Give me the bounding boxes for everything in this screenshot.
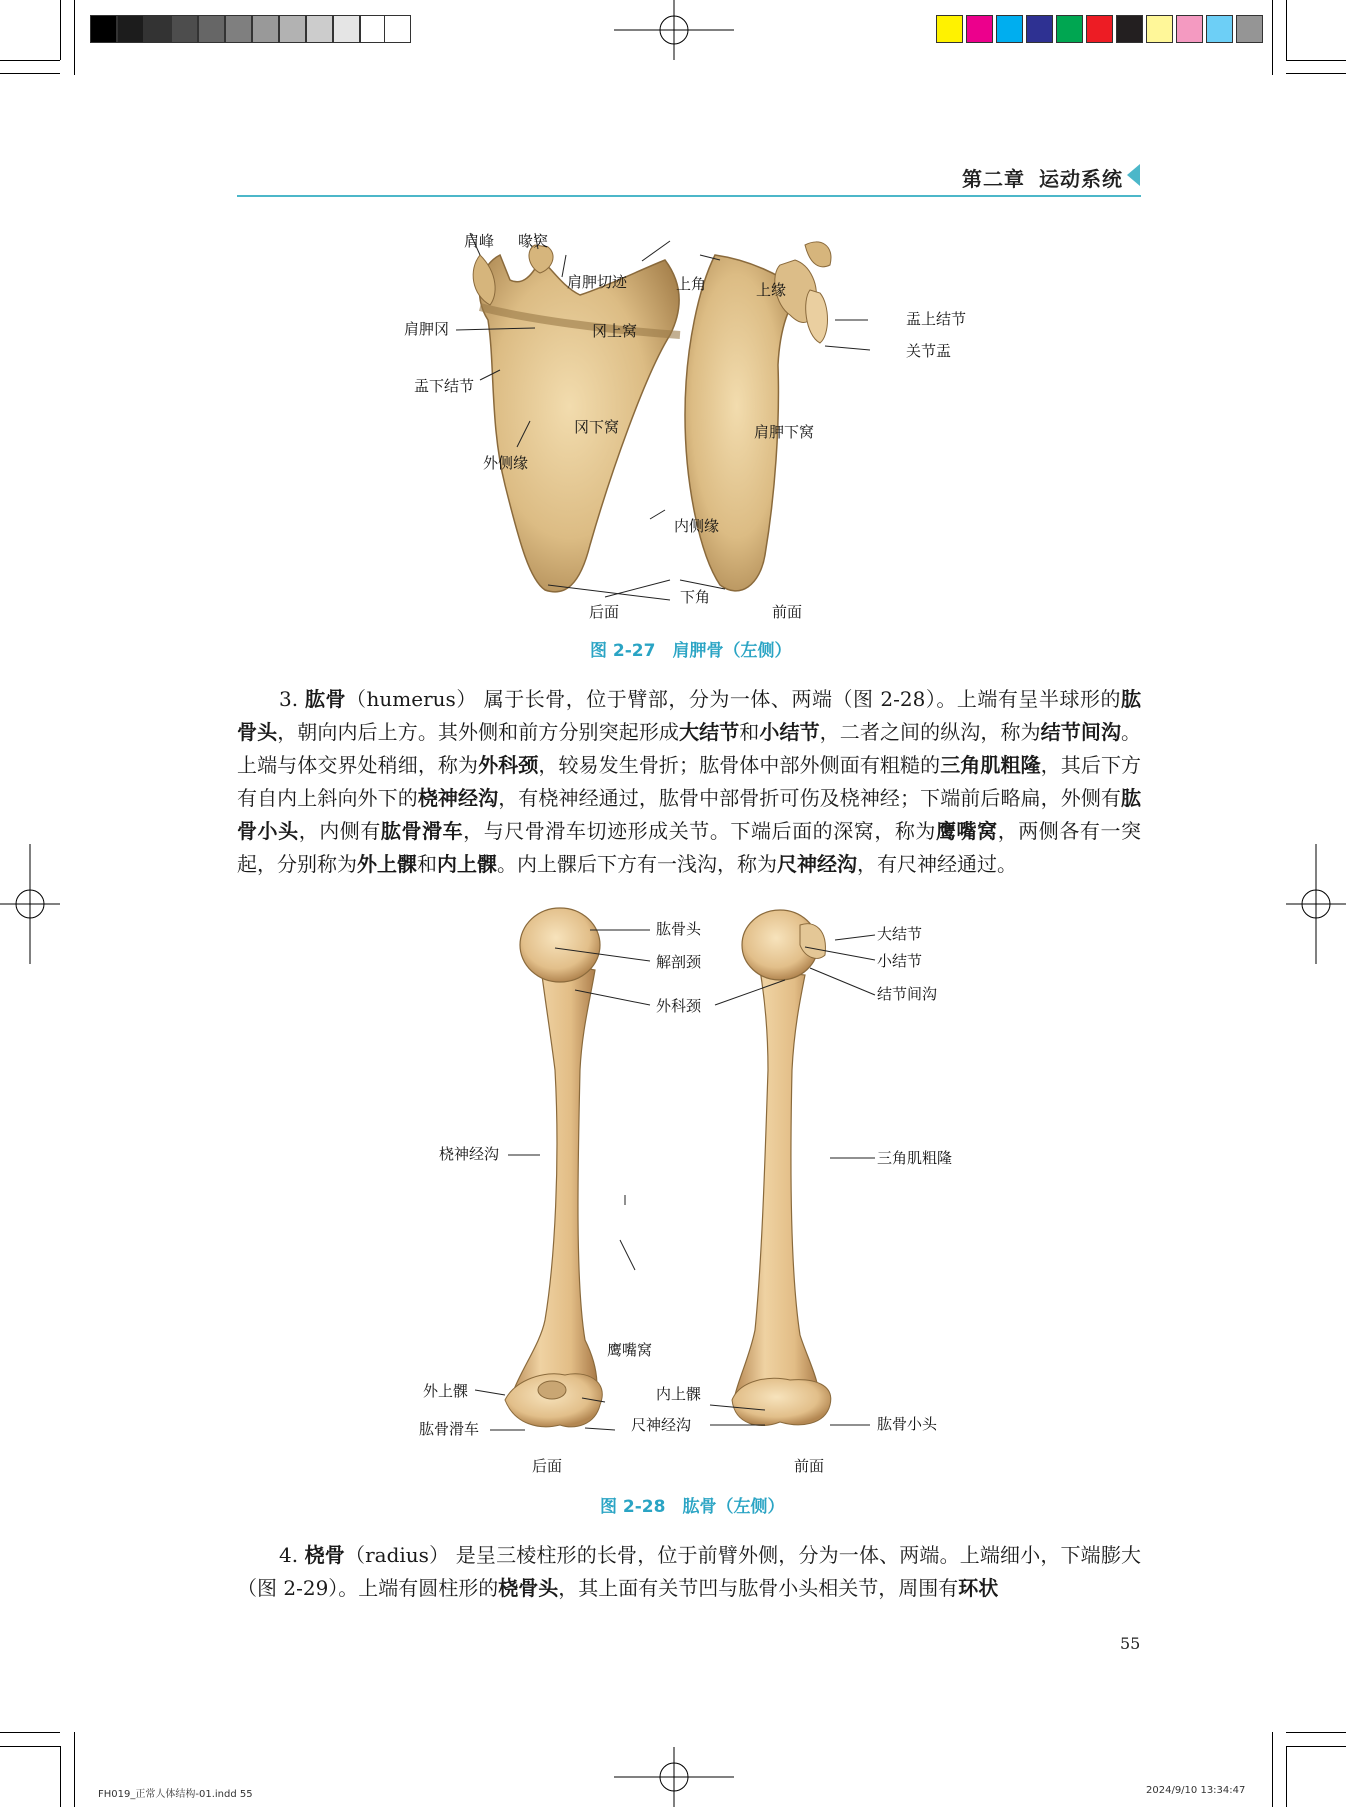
bold-term: 肱骨小头 (237, 786, 1142, 843)
paragraph-radius-text (237, 1539, 1141, 1605)
label-subscapular: 肩胛下窝 (754, 423, 815, 441)
text-run: ，二者之间的纵沟，称为 (819, 720, 1041, 744)
text-run: 。内上髁后下方有一浅沟，称为 (497, 852, 777, 876)
text-run: ，较易发生骨折；肱骨体中部外侧面有粗糙的 (538, 753, 941, 777)
bold-term: 三角肌粗隆 (940, 753, 1041, 777)
label-humerus-head: 肱骨头 (656, 920, 702, 938)
text-run: （humerus） 属于长骨，位于臂部，分为一体、两端（图 2-28）。上端有呈半球形的 (346, 687, 1122, 711)
label-medial-border: 内侧缘 (674, 517, 720, 535)
label-intertubercular-groove: 结节间沟 (877, 985, 938, 1003)
label-radial-groove: 桡神经沟 (439, 1145, 500, 1163)
bold-term: 环状 (958, 1576, 999, 1600)
label-humerus-anterior: 前面 (794, 1457, 825, 1475)
label-lesser-tubercle: 小结节 (877, 952, 923, 970)
bold-term: 结节间沟 (1040, 720, 1122, 744)
label-greater-tubercle: 大结节 (877, 925, 923, 943)
bold-term: 桡骨头 (498, 1576, 559, 1600)
bold-term: 外科颈 (478, 753, 539, 777)
figure-caption-2-27: 图 2-27 肩胛骨（左侧） (590, 641, 792, 661)
text-run: ，两侧各有一突起，分别称为 (237, 819, 1142, 876)
text-run: （radius） 是呈三棱柱形的长骨，位于前臂外侧，分为一体、两端。上端细小，下端膨大（图 2-29）。上端有圆柱形的 (237, 1543, 1142, 1600)
figure-caption-2-28: 图 2-28 肱骨（左侧） (600, 1497, 785, 1517)
text-run: 3. (279, 687, 305, 711)
label-superior-angle: 上角 (676, 275, 707, 293)
humerus-leader-lines (400, 900, 1000, 1460)
header-rule (237, 195, 1141, 197)
running-header (948, 163, 1123, 192)
label-humerus-posterior: 后面 (532, 1457, 563, 1475)
label-acromion: 肩峰 (464, 232, 495, 250)
text-run: ，有尺神经通过。 (857, 852, 1017, 876)
label-capitulum: 肱骨小头 (877, 1415, 938, 1433)
text-run: ，有桡神经通过，肱骨中部骨折可伤及桡神经；下端前后略扁，外侧有 (498, 786, 1122, 810)
label-superior-border: 上缘 (756, 281, 787, 299)
section-label: 运动系统 (1039, 167, 1123, 191)
label-posterior-view: 后面 (589, 603, 620, 621)
bold-term: 桡骨 (304, 1543, 345, 1567)
label-supraglenoid: 盂上结节 (906, 310, 967, 328)
label-anatomical-neck: 解剖颈 (656, 953, 702, 971)
label-anterior-view: 前面 (772, 603, 803, 621)
page-number: 55 (1120, 1634, 1141, 1653)
text-run: 。上端与体交界处稍细，称为 (237, 720, 1142, 777)
label-infraspinous: 冈下窝 (574, 418, 620, 436)
paragraph-radius (237, 1539, 1141, 1605)
label-glenoid: 关节盂 (906, 342, 952, 360)
label-suprascapular-notch: 肩胛切迹 (567, 273, 628, 291)
bold-term: 内上髁 (437, 852, 497, 876)
slug-timestamp: 2024/9/10 13:34:47 (1146, 1785, 1246, 1796)
label-lateral-border: 外侧缘 (483, 454, 529, 472)
bold-term: 肱骨 (304, 687, 347, 711)
bold-term: 鹰嘴窝 (936, 819, 998, 843)
label-spine: 肩胛冈 (404, 320, 450, 338)
text-run: ，与尺骨滑车切迹形成关节。下端后面的深窝，称为 (463, 819, 936, 843)
text-run: 和 (417, 852, 437, 876)
text-run: ，内侧有 (298, 819, 381, 843)
bold-term: 肱骨头 (237, 687, 1142, 744)
text-run: ，朝向内后上方。其外侧和前方分别突起形成 (277, 720, 680, 744)
label-coracoid: 喙突 (518, 232, 549, 250)
bold-term: 外上髁 (357, 852, 417, 876)
text-run: 和 (739, 720, 760, 744)
text-run: 4. (279, 1543, 305, 1567)
paragraph-humerus (237, 683, 1141, 881)
label-deltoid-tuberosity: 三角肌粗隆 (877, 1149, 953, 1167)
paragraph-humerus-text (237, 683, 1141, 881)
bold-term: 大结节 (679, 720, 740, 744)
bold-term: 桡神经沟 (417, 786, 499, 810)
label-infraglenoid: 盂下结节 (414, 377, 475, 395)
label-surgical-neck: 外科颈 (656, 997, 702, 1015)
label-lateral-epicondyle: 外上髁 (423, 1382, 469, 1400)
bold-term: 小结节 (759, 720, 820, 744)
label-ulnar-groove: 尺神经沟 (631, 1416, 692, 1434)
label-supraspinous: 冈上窝 (592, 322, 638, 340)
label-inferior-angle: 下角 (680, 588, 711, 606)
label-olecranon-fossa: 鹰嘴窝 (607, 1341, 653, 1359)
chapter-label: 第二章 (962, 167, 1025, 191)
text-run: ，其上面有关节凹与肱骨小头相关节，周围有 (558, 1576, 959, 1600)
header-triangle-icon (1127, 164, 1140, 186)
slug-file: FH019_正常人体结构-01.indd 55 (98, 1789, 253, 1800)
text-run: ，其后下方有自内上斜向外下的 (237, 753, 1142, 810)
label-trochlea: 肱骨滑车 (419, 1420, 480, 1438)
bold-term: 尺神经沟 (777, 852, 857, 876)
label-medial-epicondyle: 内上髁 (656, 1385, 702, 1403)
bold-term: 肱骨滑车 (380, 819, 464, 843)
